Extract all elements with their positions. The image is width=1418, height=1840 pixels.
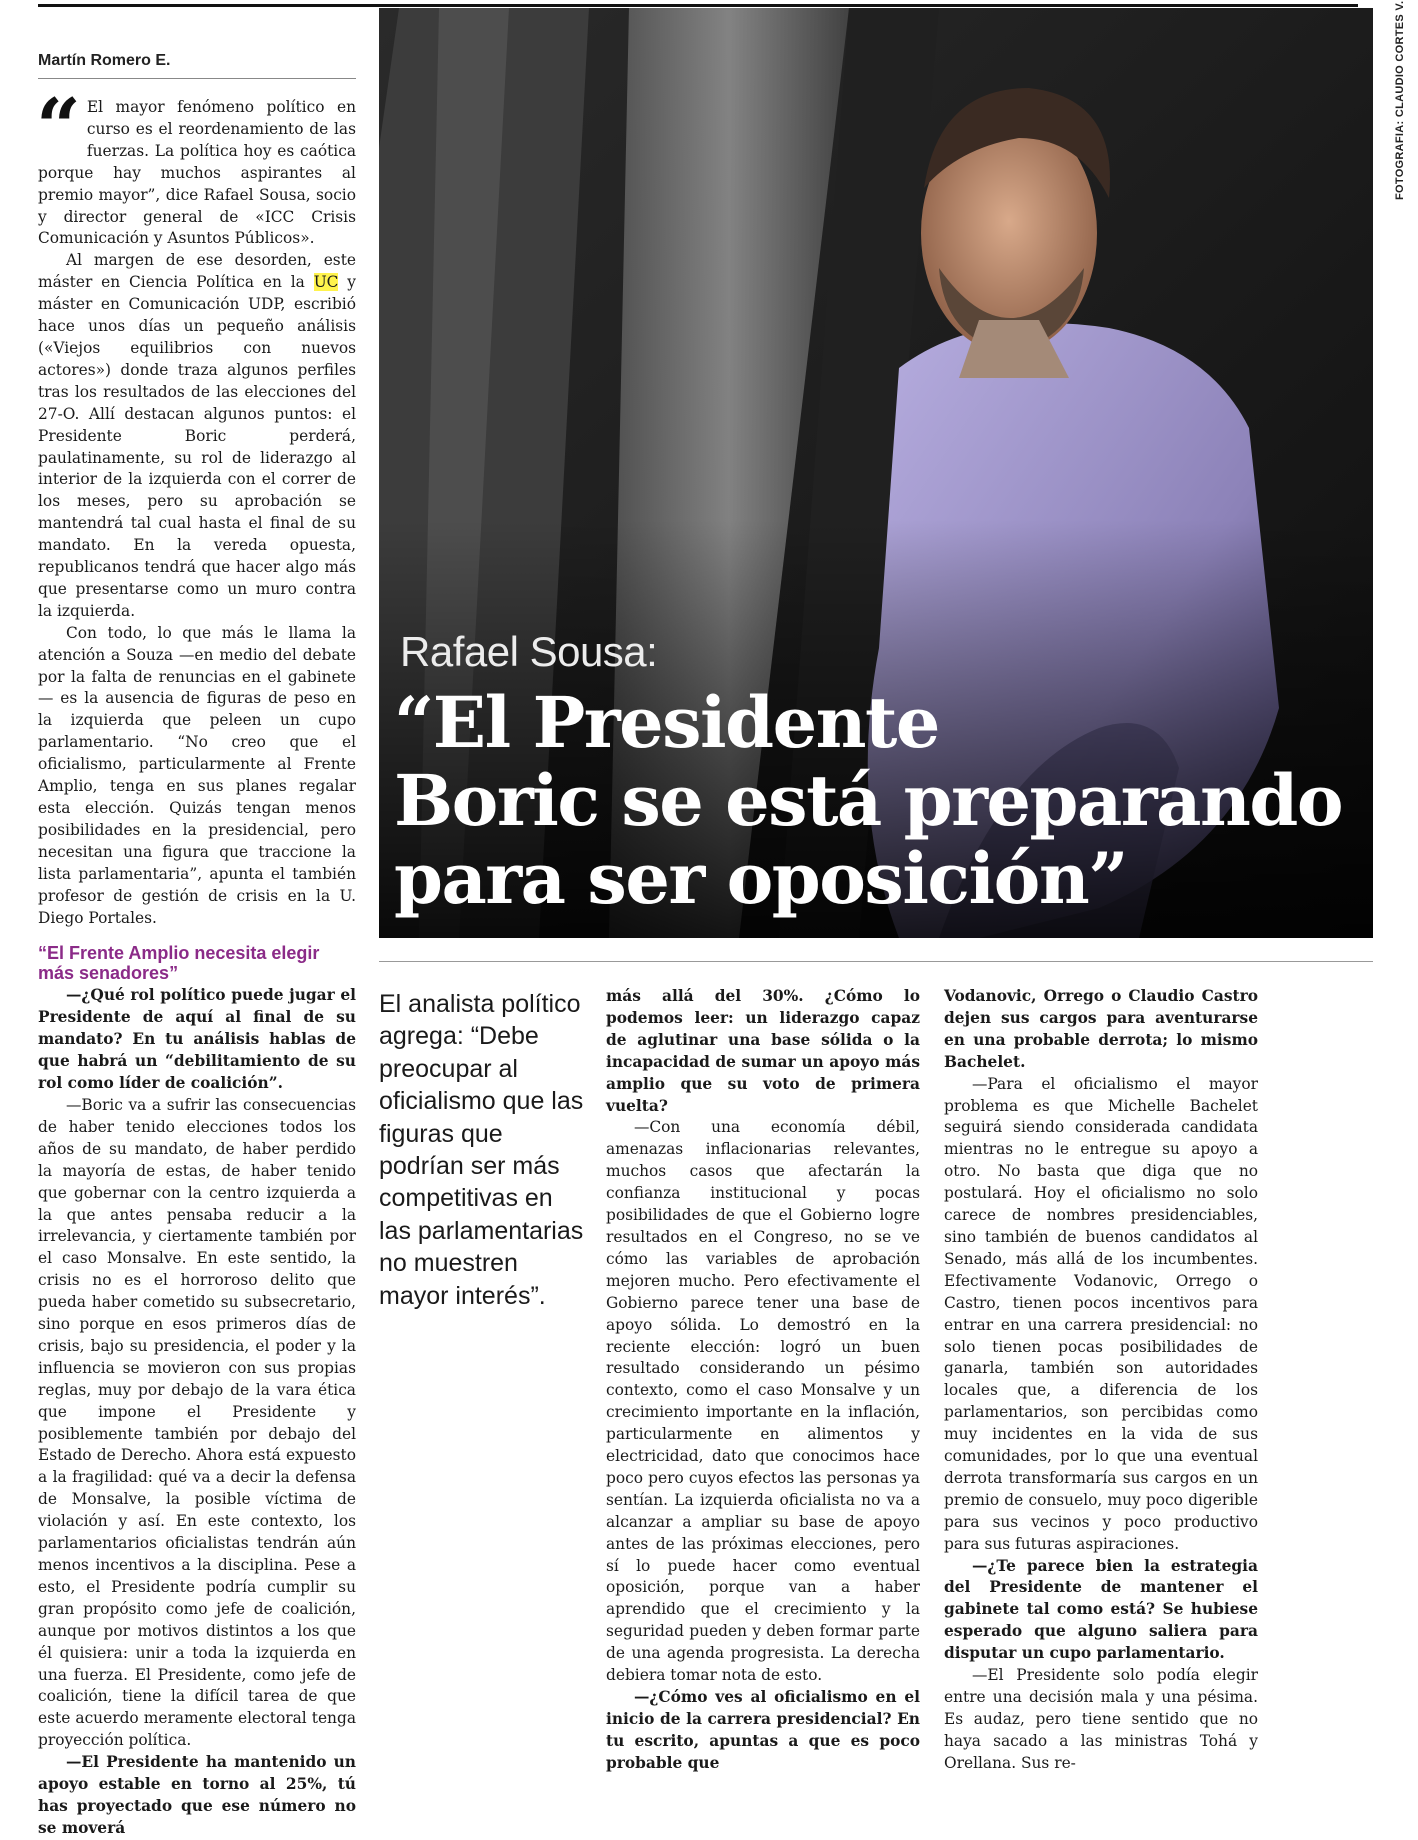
quote-mark-icon: “ [36,82,81,173]
interview-question: —¿Cómo ves al oficialismo en el inicio de la carrera presidencial? En tu escrito, apuntas a que es poco probable que [606,1688,920,1772]
interview-question: —¿Te parece bien la estrategia del Presidente de mantener el gabinete tal como está? Se hubiese esperado que alguno saliera para disputar un cupo parlamentario. [944,1556,1258,1663]
paragraph: Con todo, lo que más le llama la atención a Souza —en medio del debate por la falta de renuncias en el gabinete— es la ausencia de figuras de peso en la izquierda que peleen un cupo parlamentario. “No creo que el oficialismo, particularmente al Frente Amplio, tenga en sus planes regalar esta elección. Quizás tengan menos posibilidades en la presidencial, pero necesitan una figura que traccione la lista parlamentaria”, apunta el también profesor de gestión de crisis en la U. Diego Portales. [38,623,356,927]
headline-line: “El Presidente [394,681,939,764]
interview-question: —¿Qué rol político puede jugar el Presidente de aquí al final de su mandato? En tu análisis hablas de que habrá un “debilitamiento de su rol como líder de coalición”. [38,986,356,1093]
headline-kicker: Rafael Sousa: [400,628,658,675]
headline-line: Boric se está preparando [394,759,1343,842]
article-column-1 [36,82,356,1840]
photo-credit: FOTOGRAFIA: CLAUDIO CORTES V. [1394,0,1406,200]
top-rule [38,4,1358,7]
interview-question: más allá del 30%. ¿Cómo lo podemos leer: un liderazgo capaz de aglutinar una base sólida o la incapacidad de sumar un apoyo más amplio que su voto de primera vuelta? [606,987,920,1115]
interview-answer: —Con una economía débil, amenazas inflacionarias relevantes, muchos casos que afectarán la confianza institucional y pocas posibilidades de que el Gobierno logre resultados en el Congreso, no se ve cómo las variables de aprobación mejoren mucho. Pero efectivamente el Gobierno parece tener una base de apoyo sólida. Lo demostró en la reciente elección: logró un buen resultado considerando un pésimo contexto, como el caso Monsalve y un crecimiento importante en la inflación, particularmente en alimentos y electricidad, dato que conocimos hace poco pero cuyos efectos las personas ya sentían. La izquierda oficialista no va a alcanzar a ampliar su base de apoyo antes de las próximas elecciones, pero sí lo puede hacer como eventual oposición, porque van a haber aprendido que el crecimiento y la seguridad pueden y deben formar parte de una agenda progresista. La derecha debiera tomar nota de esto. [606,1118,920,1685]
article-column-3 [606,986,920,1775]
section-subhead: “El Frente Amplio necesita elegir más senadores” [38,943,320,984]
article-column-4 [944,986,1258,1775]
headline [394,681,1354,920]
byline: Martín Romero E. [38,52,356,79]
interview-question: —El Presidente ha mantenido un apoyo estable en torno al 25%, tú has proyectado que ese número no se moverá [38,1753,356,1837]
interview-answer: —El Presidente solo podía elegir entre una decisión mala y una pésima. Es audaz, pero tiene sentido que no haya sacado a las ministras Tohá y Orellana. Sus re- [944,1666,1258,1772]
interview-question: Vodanovic, Orrego o Claudio Castro dejen sus cargos para aventurarse en una probable derrota; lo mismo Bachelet. [944,987,1258,1071]
lead-paragraph: El mayor fenómeno político en curso es el reordenamiento de las fuerzas. La política hoy es caótica porque hay muchos aspirantes al premio mayor”, dice Rafael Sousa, socio y director general de «ICC Crisis Comunicación y Asuntos Públicos». [38,98,356,248]
highlighted-text: UC [313,273,339,292]
section-divider [379,961,1373,962]
interview-answer: —Para el oficialismo el mayor problema es que Michelle Bachelet seguirá siendo considerada candidata mientras no le entregue su apoyo a otro. No basta que diga que no postulará. Hoy el oficialismo no solo carece de nombres presidenciables, sino también de buenos candidatos al Senado, más allá de los incumbentes. Efectivamente Vodanovic, Orrego o Castro, tienen pocos incentivos para entrar en una carrera presidencial: no solo tienen pocas posibilidades de ganarla, también son autoridades locales que, a diferencia de los parlamentarios, son percibidas como muy incidentes en la vida de sus comunidades, por lo que una eventual derrota transformaría sus cargos en un premio de consuelo, muy poco digerible para sus vecinos y poco productivo para sus futuras aspiraciones. [944,1074,1258,1553]
interview-answer: —Boric va a sufrir las consecuencias de haber tenido elecciones todos los años de su mandato, de haber perdido la mayoría de estas, de haber tenido que gobernar con la centro izquierda a la que antes pensaba reducir a la irrelevancia, y ciertamente también por el caso Monsalve. En este sentido, la crisis no es el horroroso delito que pueda haber cometido su subsecretario, sino porque en esos primeros días de crisis, bajo su presidencia, el poder y la influencia se movieron con sus propias reglas, muy por debajo de la vara ética que impone el Presidente y posiblemente también por debajo del Estado de Derecho. Ahora está expuesto a la fragilidad: qué va a decir la defensa de Monsalve, la posible víctima de violación y así. En este contexto, los parlamentarios oficialistas tendrán aún menos incentivos a la disciplina. Pese a esto, el Presidente podría cumplir su gran propósito como jefe de coalición, aunque por motivos distintos a los que él quisiera: unir a toda la izquierda en una fuerza. El Presidente, como jefe de coalición, tiene la difícil tarea de que este acuerdo meramente electoral tenga proyección política. [38,1095,356,1750]
pull-quote: El analista político agrega: “Debe preocupar al oficialismo que las figuras que podrían ser más competitivas en las parlamentarias no muestren mayor interés”. [379,990,584,1310]
paragraph: Al margen de ese desorden, este máster en Ciencia Política en la UC y máster en Comunicación UDP, escribió hace unos días un pequeño análisis («Viejos equilibrios con nuevos actores») donde traza algunos perfiles tras los resultados de las elecciones del 27-O. Allí destacan algunos puntos: el Presidente Boric perderá, paulatinamente, su rol de liderazgo al interior de la izquierda con el correr de los meses, pero su aprobación se mantendrá tal cual hasta el final de su mandato. En la vereda opuesta, republicanos tendrá que hacer algo más que presentarse como un muro contra la izquierda. [38,251,356,620]
headline-line: para ser oposición” [394,837,1127,920]
